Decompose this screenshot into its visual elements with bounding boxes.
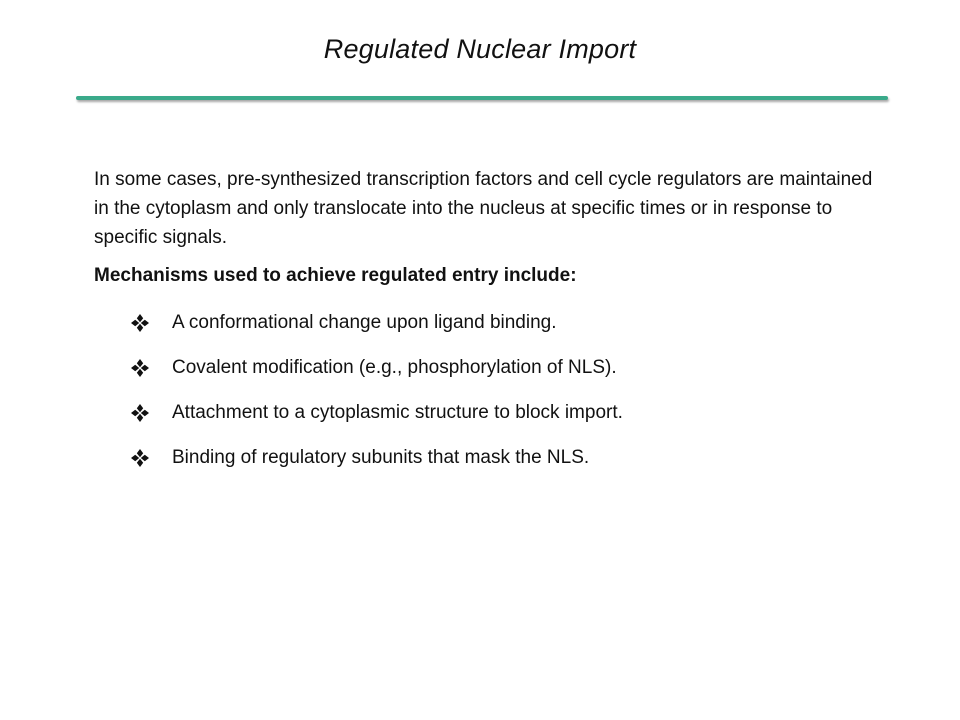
list-item-text: Covalent modification (e.g., phosphorylation of NLS). [172,356,617,378]
four-diamond-bullet-icon [130,358,150,378]
four-diamond-bullet-icon [130,403,150,423]
title-divider [76,96,888,100]
mechanisms-list [130,309,623,489]
mechanisms-heading: Mechanisms used to achieve regulated entry include: [94,265,577,286]
list-item-text: A conformational change upon ligand binding. [172,311,557,333]
list-item-text: Binding of regulatory subunits that mask the NLS. [172,446,590,468]
list-item-text: Attachment to a cytoplasmic structure to block import. [172,401,623,423]
slide-title: Regulated Nuclear Import [323,34,637,64]
list-item [130,399,623,426]
list-item [130,354,623,381]
four-diamond-bullet-icon [130,448,150,468]
list-item [130,444,623,471]
list-item [130,309,623,336]
four-diamond-bullet-icon [130,313,150,333]
intro-paragraph: In some cases, pre-synthesized transcription factors and cell cycle regulators are maintained in the cytoplasm and only translocate into the nucleus at specific times or in response to specific signals. [94,169,873,248]
